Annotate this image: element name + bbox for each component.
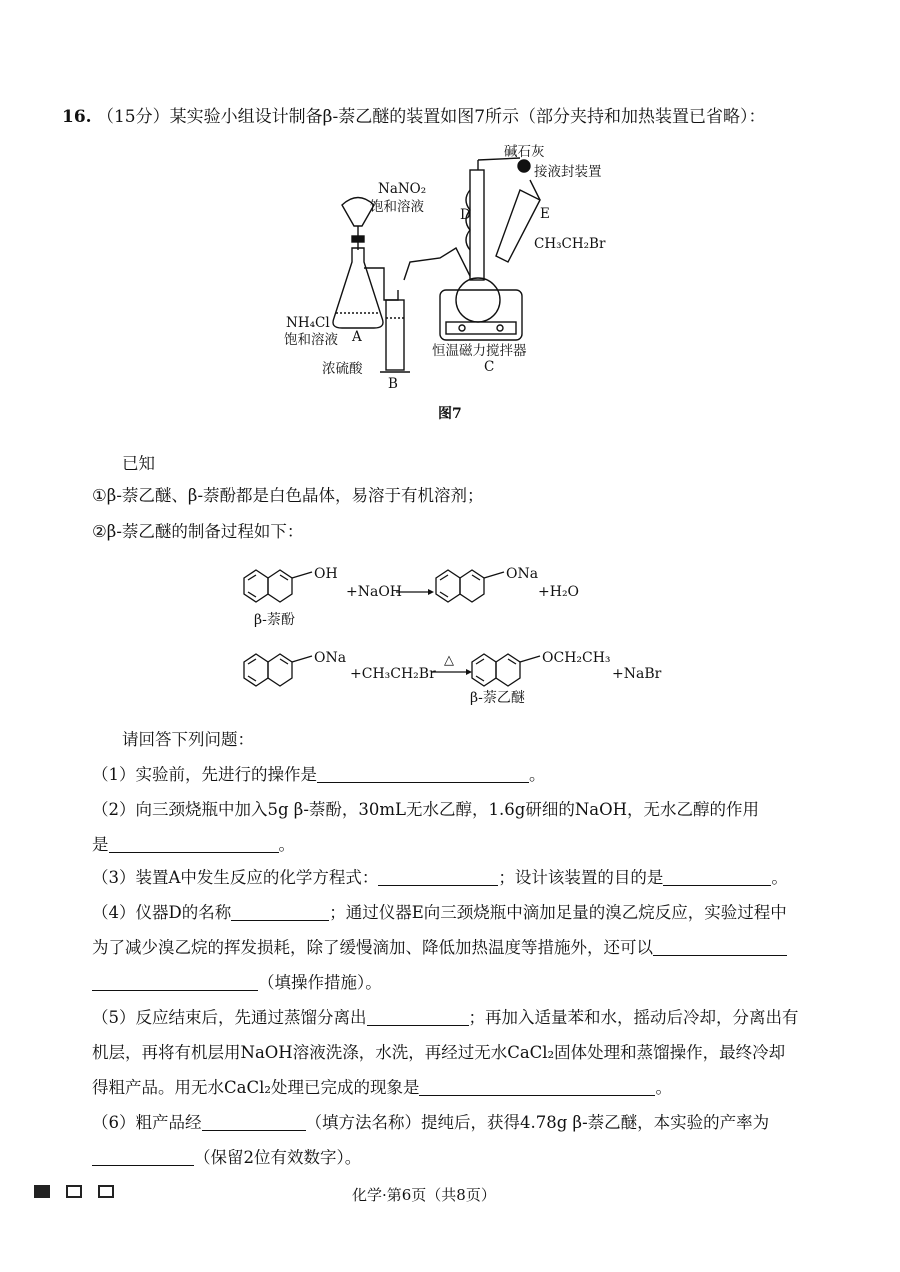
known-item-2: ②β-萘乙醚的制备过程如下： [92,522,304,541]
apparatus-diagram [0,0,900,430]
r1-oh: OH [314,566,338,582]
footer-mark-2 [66,1185,82,1198]
reaction-scheme [0,550,900,710]
label-stirrer: 恒温磁力搅拌器 [432,343,527,359]
r2-ether-name: β-萘乙醚 [470,690,525,706]
page-footer: 化学·第6页（共8页） [352,1186,496,1204]
blank-1[interactable] [317,766,529,783]
label-soda-lime: 碱石灰 [504,144,545,160]
label-a: A [352,329,362,345]
part-4-line-3: （填操作措施）。 [92,969,382,993]
label-d: D [460,207,471,223]
figure-caption: 图7 [438,406,462,422]
label-b: B [388,376,398,392]
blank-4b[interactable] [653,939,787,956]
part-2-line-2: 是 。 [92,835,295,854]
question-text: （15分）某实验小组设计制备β-萘乙醚的装置如图7所示（部分夹持和加热装置已省略）： [96,107,766,127]
label-nano2-solution: 饱和溶液 [370,199,424,215]
r2-ona: ONa [314,650,347,666]
part-4-line-2: 为了减少溴乙烷的挥发损耗，除了缓慢滴加、降低加热温度等措施外，还可以 [92,934,787,958]
blank-3b[interactable] [663,869,771,886]
r1-h2o: +H₂O [538,584,580,600]
naphthoxide-structure-2 [244,654,292,686]
label-ch3ch2br: CH₃CH₂Br [534,236,606,252]
blank-2[interactable] [109,836,279,853]
part-6-line-1: （6）粗产品经 （填方法名称）提纯后，获得4.78g β-萘乙醚，本实验的产率为 [92,1113,770,1132]
blank-3a[interactable] [378,869,498,886]
part-1: （1）实验前，先进行的操作是 。 [92,765,546,784]
part-5-line-3: 得粗产品。用无水CaCl₂处理已完成的现象是 。 [92,1078,672,1097]
label-nh4cl: NH₄Cl [286,315,330,331]
blank-6a[interactable] [202,1114,306,1131]
blank-4c[interactable] [92,974,258,991]
three-neck-flask [456,278,500,322]
footer-mark-1 [34,1185,50,1198]
known-item-1: ①β-萘乙醚、β-萘酚都是白色晶体，易溶于有机溶剂； [92,486,484,505]
r2-ch3ch2br: +CH₃CH₂Br [350,666,436,682]
r1-ona: ONa [506,566,539,582]
part-4-line-1: （4）仪器D的名称 ；通过仪器E向三颈烧瓶中滴加足量的溴乙烷反应，实验过程中 [92,903,787,922]
label-liquid-seal: 接液封装置 [534,164,602,180]
erlenmeyer-flask-a [333,248,383,328]
sodium-naphthoxide-structure [436,570,484,602]
part-5-line-1: （5）反应结束后，先通过蒸馏分离出 ；再加入适量苯和水，摇动后冷却，分离出有 [92,1008,799,1027]
prompt: 请回答下列问题： [122,730,254,749]
r1-naoh: +NaOH [346,584,403,600]
r2-heat: △ [444,653,454,668]
part-5-line-2: 机层，再将有机层用NaOH溶液洗涤，水洗，再经过无水CaCl₂固体处理和蒸馏操作，最终冷却 [92,1043,786,1062]
naphthyl-ethyl-ether-structure [472,654,520,686]
blank-5a[interactable] [367,1009,469,1026]
label-nano2: NaNO₂ [378,181,427,197]
blank-6b[interactable] [92,1149,194,1166]
soda-lime-tube [518,160,530,172]
r1-naphthol-name: β-萘酚 [254,612,295,628]
blank-5b[interactable] [419,1079,655,1096]
r2-och2ch3: OCH₂CH₃ [542,650,611,666]
part-3: （3）装置A中发生反应的化学方程式： ；设计该装置的目的是 。 [92,868,788,887]
label-c: C [484,359,495,375]
question-number: 16. [62,107,92,127]
part-2-line-1: （2）向三颈烧瓶中加入5g β-萘酚，30mL无水乙醇，1.6g研细的NaOH，无水乙醇的作用 [92,800,760,819]
wash-bottle-b [386,300,404,370]
blank-4a[interactable] [231,904,329,921]
label-conc-h2so4: 浓硫酸 [322,361,363,377]
magnetic-stirrer [440,290,522,340]
label-e: E [540,206,550,222]
r2-nabr: +NaBr [612,666,662,682]
beta-naphthol-structure [244,570,292,602]
label-nh4cl-solution: 饱和溶液 [284,332,338,348]
part-6-line-2: （保留2位有效数字）。 [92,1144,361,1168]
known-heading: 已知 [122,454,155,473]
condenser-d [470,170,484,280]
footer-mark-3 [98,1185,114,1198]
